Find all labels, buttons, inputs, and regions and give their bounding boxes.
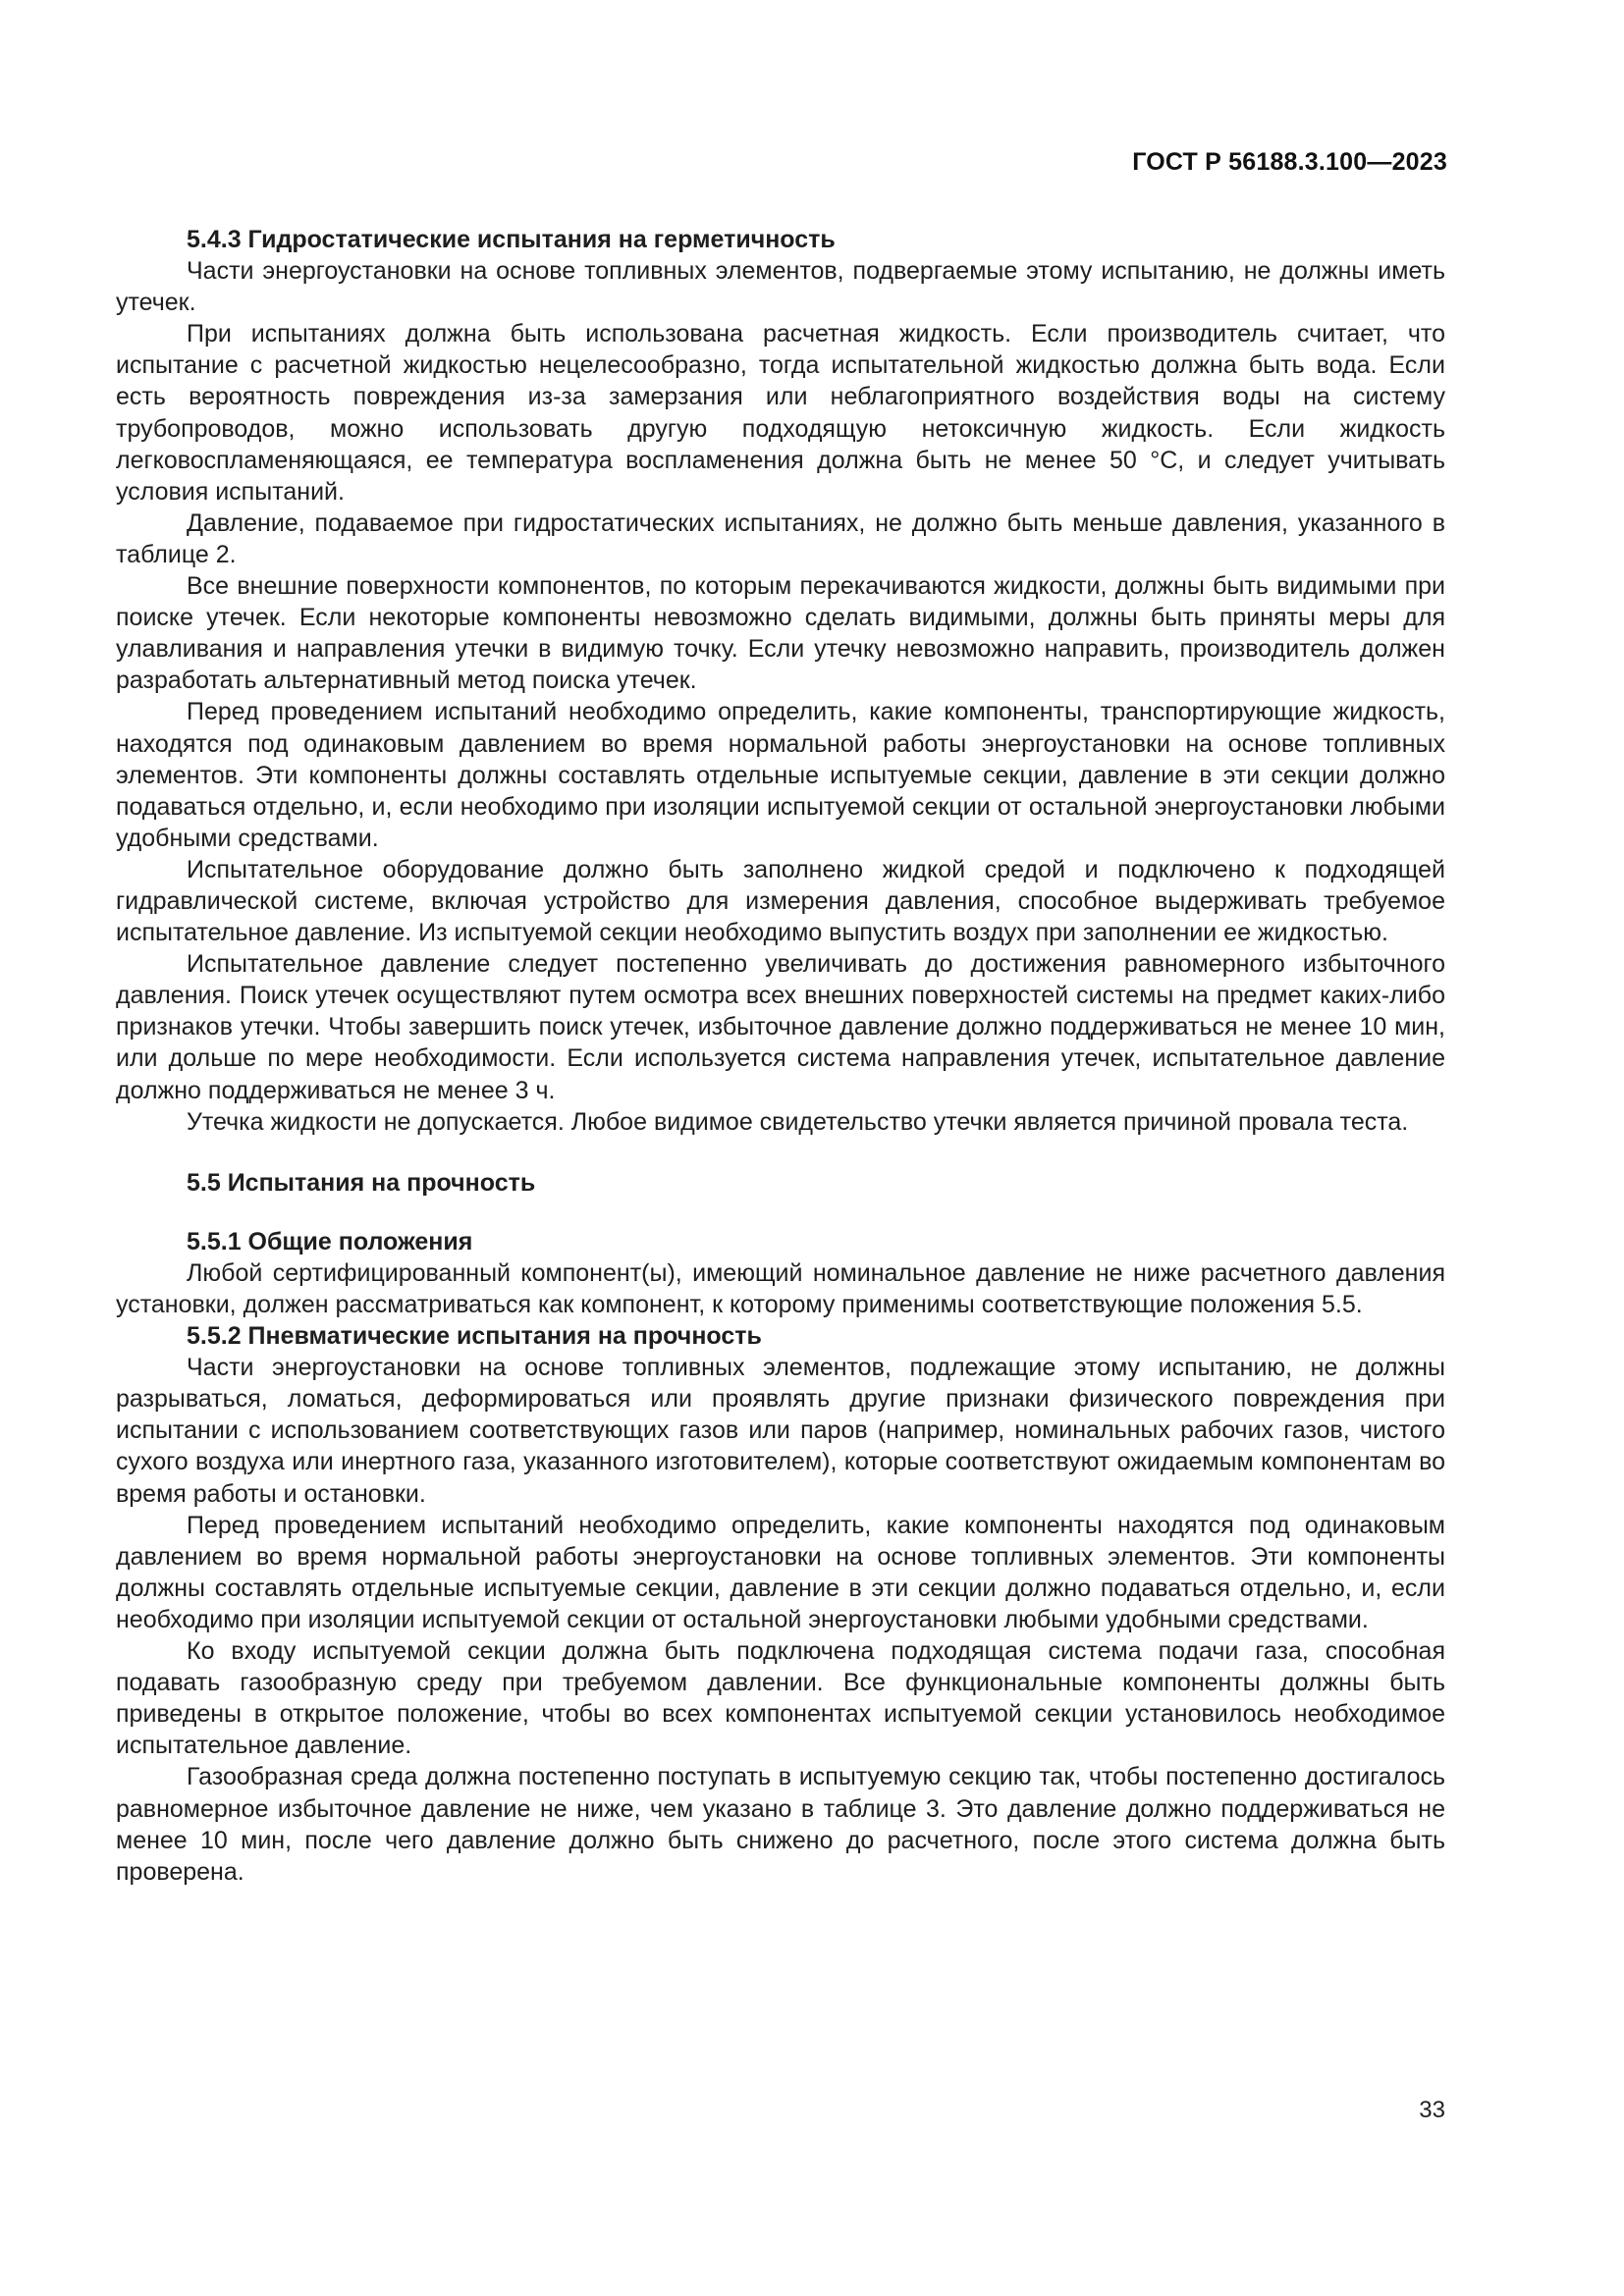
paragraph: Утечка жидкости не допускается. Любое видимое свидетельство утечки является причиной провала теста. — [187, 1107, 1409, 1136]
paragraph: Давление, подаваемое при гидростатических испытаниях, не должно быть меньше давления, указанного в таблице 2. — [116, 508, 1445, 568]
paragraph: Испытательное давление следует постепенно увеличивать до достижения равномерного избыточного давления. Поиск утечек осуществляют путем осмотра всех внешних поверхностей системы на предмет каких-либо признаков утечки. Чтобы завершить поиск утечек, избыточное давление должно поддерживаться не менее 10 мин, или дольше по мере необходимости. Если используется система направления утечек, испытательное давление должно поддерживаться не менее 3 ч. — [116, 950, 1445, 1104]
section-heading-5-5-1: 5.5.1 Общие положения — [187, 1227, 473, 1255]
section-heading-5-4-3: 5.4.3 Гидростатические испытания на герметичность — [187, 226, 836, 253]
document-code: ГОСТ Р 56188.3.100—2023 — [1132, 148, 1447, 176]
paragraph: При испытаниях должна быть использована расчетная жидкость. Если производитель считает, что испытание с расчетной жидкостью нецелесообразно, тогда испытательной жидкостью должна быть вода. Если есть вероятность повреждения из-за замерзания или неблагоприятного воздействия воды на систему трубопроводов, можно использовать другую подходящую нетоксичную жидкость. Если жидкость легковоспламеняющаяся, ее температура воспламенения должна быть не менее 50 °С, и следует учитывать условия испытаний. — [116, 320, 1445, 506]
paragraph: Части энергоустановки на основе топливных элементов, подлежащие этому испытанию, не должны разрываться, ломаться, деформироваться или проявлять другие признаки физического повреждения при испытании с использованием соответствующих газов или паров (например, номинальных рабочих газов, чистого сухого воздуха или инертного газа, указанного изготовителем), которые соответствуют ожидаемым компонентам во время работы и остановки. — [116, 1354, 1445, 1508]
paragraph: Все внешние поверхности компонентов, по которым перекачиваются жидкости, должны быть видимыми при поиске утечек. Если некоторые компоненты невозможно сделать видимыми, должны быть приняты меры для улавливания и направления утечки в видимую точку. Если утечку невозможно направить, производитель должен разработать альтернативный метод поиска утечек. — [116, 572, 1445, 695]
paragraph: Испытательное оборудование должно быть заполнено жидкой средой и подключено к подходящей гидравлической системе, включая устройство для измерения давления, способное выдерживать требуемое испытательное давление. Из испытуемой секции необходимо выпустить воздух при заполнении ее жидкостью. — [116, 855, 1445, 947]
paragraph: Газообразная среда должна постепенно поступать в испытуемую секцию так, чтобы постепенно достигалось равномерное избыточное давление не ниже, чем указано в таблице 3. Это давление должно поддерживаться не менее 10 мин, после чего давление должно быть снижено до расчетного, после этого система должна быть проверена. — [116, 1763, 1445, 1886]
section-heading-5-5: 5.5 Испытания на прочность — [187, 1168, 536, 1197]
paragraph: Любой сертифицированный компонент(ы), имеющий номинальное давление не ниже расчетного давления установки, должен рассматриваться как компонент, к которому применимы соответствующие положения 5.5. — [116, 1258, 1445, 1318]
paragraph: Части энергоустановки на основе топливных элементов, подвергаемые этому испытанию, не должны иметь утечек. — [116, 257, 1445, 317]
paragraph: Ко входу испытуемой секции должна быть подключена подходящая система подачи газа, способная подавать газообразную среду при требуемом давлении. Все функциональные компоненты должны быть приведены в открытое положение, чтобы во всех компонентах испытуемой секции установилось необходимое испытательное давление. — [116, 1637, 1445, 1760]
paragraph: Перед проведением испытаний необходимо определить, какие компоненты находятся под одинаковым давлением во время нормальной работы энергоустановки на основе топливных элементов. Эти компоненты должны составлять отдельные испытуемые секции, давление в эти секции должно подаваться отдельно, и, если необходимо при изоляции испытуемой секции от остальной энергоустановки любыми удобными средствами. — [116, 1511, 1445, 1633]
page-number: 33 — [1419, 2097, 1445, 2123]
paragraph: Перед проведением испытаний необходимо определить, какие компоненты, транспортирующие жидкость, находятся под одинаковым давлением во время нормальной работы энергоустановки на основе топливных элементов. Эти компоненты должны составлять отдельные испытуемые секции, давление в эти секции должно подаваться отдельно, и, если необходимо при изоляции испытуемой секции от остальной энергоустановки любыми удобными средствами. — [116, 698, 1445, 852]
document-body — [116, 224, 1445, 1888]
section-heading-5-5-2: 5.5.2 Пневматические испытания на прочность — [187, 1322, 762, 1351]
